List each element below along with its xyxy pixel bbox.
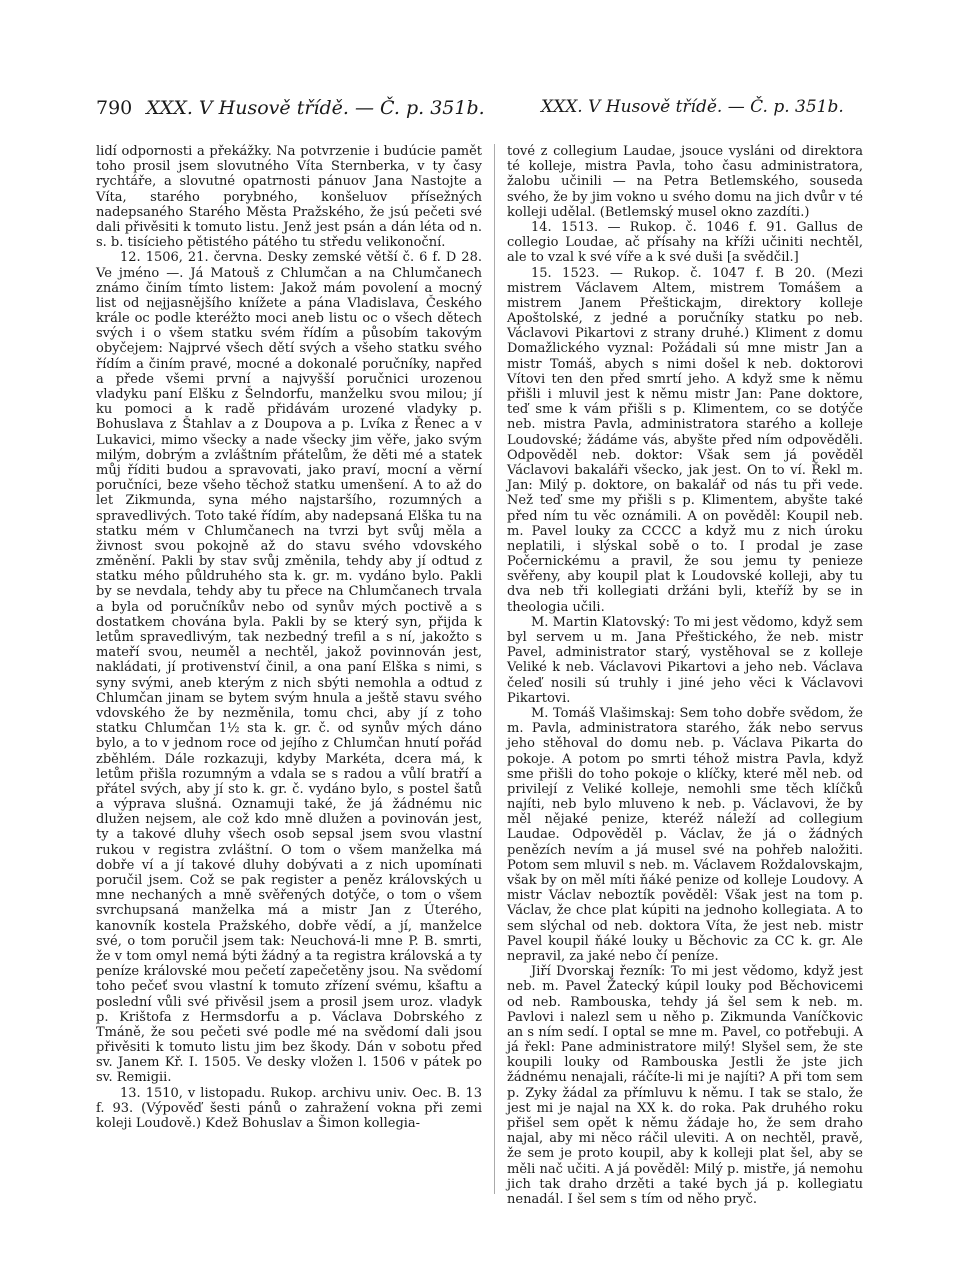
running-title-left: XXX. V Husově třídě. — Č. p. 351b. <box>146 97 485 119</box>
page-number: 790 <box>96 97 133 119</box>
paragraph: 13. 1510, v listopadu. Rukop. archivu univ. Oec. B. 13 f. 93. (Výpověď šesti pánů o zahražení vokna při zemi koleji Loudově.) Kdež Bohuslav a Šimon kollegia- <box>96 1085 482 1131</box>
running-header <box>0 97 960 127</box>
header-left <box>96 97 485 119</box>
running-title-right: XXX. V Husově třídě. — Č. p. 351b. <box>541 97 844 117</box>
header-right <box>541 97 844 117</box>
paragraph: lidí odpornosti a překážky. Na potvrzenie i budúcie pamět toho prosil jsem slovutného Víta Sternberka, v ty časy rychtáře, a slovutné opatrnosti pánuov Jana Nastojte a Víta, starého porybného, konšeluov přísežných nadepsaného Starého Města Pražského, že jsú pečeti své dali přivěsiti k tomuto listu. Jenž jest psán a dán léta od n. s. b. tisícieho pětistého pátého tu středu velikonoční. <box>96 144 482 251</box>
left-column <box>96 144 482 1131</box>
paragraph: M. Tomáš Vlašimskaj: Sem toho dobře svědom, že m. Pavla, administratora starého, žák nebo servus jeho stěhoval do domu neb. p. Václava Pikarta do pokoje. A potom po smrti téhož mistra Pavla, když sme přišli do toho pokoje o klíčky, které měl neb. od privilejí z Veliké kolleje, nemohli sme těch klíčků najíti, neb bylo mluveno k neb. p. Václavovi, že by měl nějaké penize, kteréž náleží ad collegium Laudae. Odpověděl p. Václav, že já o žádných penězích nevím a já musel své na pohřeb naložiti. Potom sem mluvil s neb. m. Václavem Roždalovskajm, však by on měl míti ňáké penize od kolleje Loudovy. A mistr Václav neboztík pověděl: Však jest na tom p. Václav, že chce plat kúpiti na jednoho kollegiata. A to sem slýchal od neb. doktora Víta, že jest neb. mistr Pavel koupil ňáké louky u Běchovic za CC k. gr. Ale nepravil, za jaké nebo čí peníze. <box>507 705 863 964</box>
right-column <box>507 144 863 1207</box>
paragraph: 12. 1506, 21. června. Desky zemské větší č. 6 f. D 28. Ve jméno —. Já Matouš z Chlumčan a na Chlumčanech známo činím tímto listem: Jakož mám povolení a mocný list od nejjasnějšího knížete a pána Vladislava, Českého krále oc podle kteréžto moci aneb listu oc o všech dětech svých i o všem statku svém řídím a působím takovým obyčejem: Najprvé všech dětí svých a všeho statku svého řídím a činím pravé, mocné a dokonalé poručníky, napřed a přede všemi první a najvyšší poručnici urozenou vladyku paní Elšku z Šelndorfu, manželku svou milou; jí ku pomoci a k radě přidávám urozené vladyky p. Bohuslava z Štahlav a z Doupova a p. Lvíka z Řenec a v Lukavici, mimo všecky a nade všecky jim věře, jako svým milým, dobrým a zvláštním přátelům, že děti mé a statek můj říditi budou a spravovati, jako praví, mocní a věrní poručníci, beze všeho těchož statku umenšení. A to až do let Zikmunda, syna mého najstaršího, rozumných a spravedlivých. Toto také řídím, aby nadepsaná Elška tu na statku mém v Chlumčanech na tvrzi byt svůj měla a živnost svou pokojně až do stavu svého vdovského změnění. Pakli by stav svůj změnila, tehdy aby jí odtud z statku mého půldruhého sta k. gr. m. vydáno bylo. Pakli by se nevdala, tehdy aby tu přece na Chlumčanech trvala a byla od poručníkův nebo od synův mých poctivě a s dostatkem chována byla. Pakli by se který syn, přijda k letům spravedlivým, tak nezbedný trefil a s ní, jakožto s mateří svou, neuměl a nechtěl, jakož povinnován jest, nakládati, jí protivenství činil, a ona paní Elška s nimi, s syny svými, aneb kterým z nich sbýti nemohla a odtud z Chlumčan jinam se bytem svým hnula a ještě stavu svého vdovského že by nezměnila, tomu chci, aby jí z toho statku Chlumčan 1½ sta k. gr. č. od synův mých dáno bylo, a to v jednom roce od jejího z Chlumčan hnutí pořád zběhlém. Dále rozkazuji, kdyby Markéta, dcera má, k letům přišla rozumným a vdala se s radou a vůlí bratří a přátel svých, aby jí sto k. gr. č. vydáno bylo, s postel šatů a výprava slušná. Oznamuji také, že já žádnému nic dlužen nejsem, ale což kdo mně dlužen a povinován jest, ty a takové dluhy všech osob sepsal jsem svou vlastní rukou v registra zvláštní. O tom o všem manželka má dobře ví a jí takové dluhy dobývati a z nich upomínati poručil jsem. Což se pak register a peněz královských u mne nechaných a mně svěřených dotýče, o tom o všem svrchupsaná manželka má a mistr Jan z Úterého, kanovník kostela Pražského, dobře vědí, a jí, manželce své, o tom poručil jsem tak: Neuchová-li mne P. B. smrti, že v tom omyl nemá býti žádný a ta registra královská a ty peníze královské mou pečetí zapečetěny jsou. Na svědomí toho pečeť svou vlastní k tomuto zřízení svému, kšaftu a poslední vůli své přivěsil jsem a prosil jsem uroz. vladyk p. Krištofa z Hermsdorfu a p. Václava Dobrského z Tmáně, že sou pečeti své podle mé na svědomí dali jsou přivěsiti k tomuto listu jim bez škody. Dán v sobotu před sv. Janem Kř. I. 1505. Ve desky vložen l. 1506 v pátek po sv. Remigii. <box>96 250 482 1086</box>
paragraph: 15. 1523. — Rukop. č. 1047 f. B 20. (Mezi mistrem Václavem Altem, mistrem Tomášem a mistrem Janem Přeštickajm, direktory kolleje Apoštolské, z jedné a poručníky statku po neb. Václavovi Pikartovi z strany druhé.) Kliment z domu Domažlického vyznal: Požádali sú mne mistr Jan a mistr Tomáš, abych s nimi došel k neb. doktorovi Vítovi ten den před smrtí jeho. A když sme k němu přišli i mluvil jest k němu mistr Jan: Pane doktore, teď sme k vám přišli s p. Klimentem, co se dotýče neb. mistra Pavla, administratora starého a kolleje Loudovské; žádáme vás, abyšte před ním odpověděli. Odpověděl neb. doktor: Však sem já pověděl Václavovi bakaláři všecko, jak jest. On to ví. Řekl m. Jan: Milý p. doktore, on bakalář od nás tu při vede. Než teď sme my přišli s p. Klimentem, abyšte také před ním tu věc oznámili. A on pověděl: Koupil neb. m. Pavel louky za CCCC a když mu z nich úroku neplatili, i slýskal sobě o to. I prodal je zase Počernickému a pravil, že sou jemu ty penieze svěřeny, aby koupil plat k Loudovské kolleji, aby tu dva neb tři kollegiati držáni byli, kteříž by se in theologia učili. <box>507 265 863 615</box>
paragraph: tové z collegium Laudae, jsouce vysláni od direktora té kolleje, mistra Pavla, toho času administratora, žalobu učinili — na Petra Betlemského, souseda svého, že by jim vokno u svého domu na jich dvůr v té kolleji udělal. (Betlemský musel okno zazdíti.) <box>507 144 863 220</box>
paragraph: Jiří Dvorskaj řezník: To mi jest vědomo, když jest neb. m. Pavel Žatecký kúpil louky pod Běchovicemi od neb. Rambouska, tehdy já šel sem k neb. m. Pavlovi i nalezl sem u něho p. Zikmunda Vaníčkovic an s ním sedí. I optal se mne m. Pavel, co potřebuji. A já řekl: Pane administratore milý! Slyšel sem, že ste koupili louky od Rambouska Jestli že jste jich žádnému nenajali, ráčíte-li mi je najíti? A při tom sem p. Zyky žádal za přímluvu k němu. I tak se stalo, že jest mi je najal na XX k. do roka. Pak druhého roku přišel sem opět k němu žádaje ho, že sem draho najal, aby mi něco ráčil uleviti. A on nechtěl, pravě, že sem je proto koupil, aby k kolleji plat šel, aby se měli nač učiti. A já pověděl: Milý p. mistře, já nemohu jich tak draho drzěti a také bych já p. kollegiatu nenadál. I šel sem s tím od něho pryč. <box>507 964 863 1207</box>
paragraph: M. Martin Klatovský: To mi jest vědomo, když sem byl servem u m. Jana Přeštického, že neb. mistr Pavel, administrator starý, vystěhoval se z kolleje Veliké k neb. Václavovi Pikartovi a jeho neb. Václava čeleď nosili sú truhly i jiné jeho věci k Václavovi Pikartovi. <box>507 614 863 706</box>
column-divider <box>494 144 495 1194</box>
paragraph: 14. 1513. — Rukop. č. 1046 f. 91. Gallus de collegio Loudae, ač přísahy na kříži učiniti nechtěl, ale to vzal k své víře a k své duši [a svědčil.] <box>507 219 863 266</box>
